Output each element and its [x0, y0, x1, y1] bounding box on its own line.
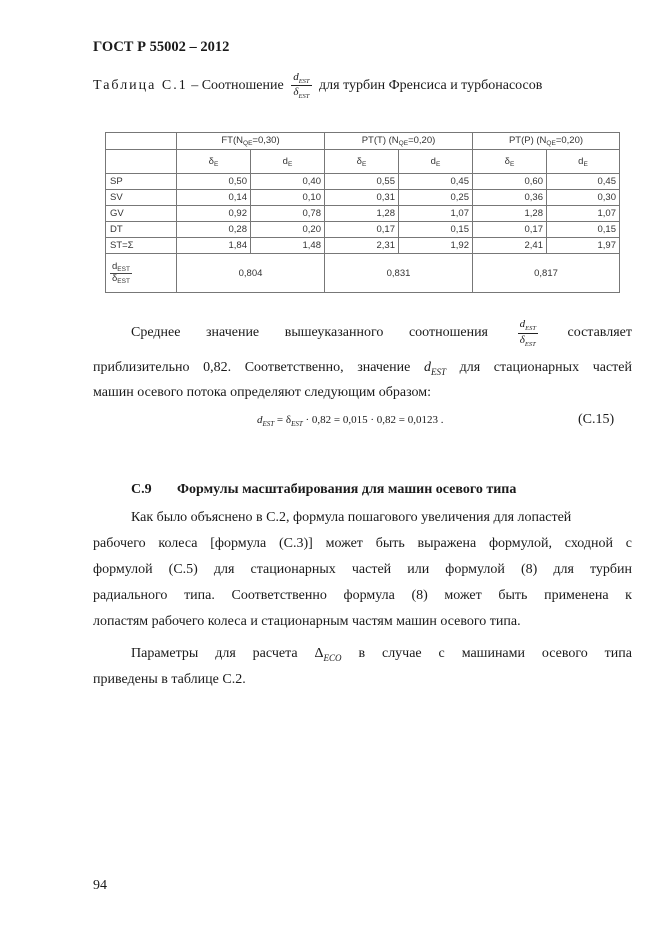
- table-cell: 0,60: [473, 174, 547, 190]
- para2-line: Как было объяснено в С.2, формула пошагового увеличения для лопастей: [131, 510, 572, 525]
- para1-line1: [131, 316, 632, 350]
- table-cell: 1,28: [473, 206, 547, 222]
- table-cell: 2,31: [325, 238, 399, 254]
- table-cell: 1,97: [547, 238, 620, 254]
- table-symbol-d: $d_E$: [547, 150, 620, 174]
- caption-frac-num-sub: EST: [298, 78, 310, 86]
- table-cell: 0,14: [177, 190, 251, 206]
- table-symbol-delta: $\delta_E$: [177, 150, 251, 174]
- caption-frac-den-sub: EST: [298, 93, 310, 101]
- para2-line: рабочего колеса [формула (С.3)] может быть выражена формулой, сходной с: [93, 536, 632, 551]
- table-group-header: PT(P) $(N_{QE}=0,20)$: [473, 133, 620, 150]
- caption-frac-num: d: [293, 71, 299, 83]
- para1-line3: машин осевого потока определяют следующим образом:: [93, 385, 432, 400]
- caption-fraction: [291, 71, 311, 101]
- para3-line1: Параметры для расчета $\Delta_{ECO}$ в случае с машинами осевого типа: [131, 646, 633, 663]
- table-cell: 0,31: [325, 190, 399, 206]
- table-cell: 1,84: [177, 238, 251, 254]
- table-symbol-d: $d_E$: [399, 150, 473, 174]
- table-cell: 0,50: [177, 174, 251, 190]
- para2-line: радиального типа. Соответственно формула (8) может быть применена к: [93, 588, 632, 603]
- table-cell: 1,92: [399, 238, 473, 254]
- table-cell: 0,17: [325, 222, 399, 238]
- page-number: 94: [93, 878, 107, 893]
- table-cell: 0,45: [547, 174, 620, 190]
- table-cell: 0,20: [251, 222, 325, 238]
- section-number: С.9: [131, 482, 152, 497]
- section-title: Формулы масштабирования для машин осевого типа: [177, 482, 517, 497]
- para1-word: значение: [206, 325, 260, 340]
- caption-frac-den: δ: [293, 86, 299, 99]
- table-ratio-value: 0,817: [473, 254, 620, 293]
- table-row-label: SV: [106, 190, 177, 206]
- table-caption-suffix: для турбин Френсиса и турбонасосов: [319, 78, 543, 94]
- para2-line: лопастям рабочего колеса и стационарным частям машин осевого типа.: [93, 614, 521, 629]
- table-cell: 0,36: [473, 190, 547, 206]
- para1-line2: приблизительно 0,82. Соответственно, значение $d_{EST}$ для стационарных частей: [93, 360, 632, 377]
- table-ratio-row: [106, 254, 620, 293]
- para1-word: составляет: [567, 325, 632, 340]
- table-cell: 0,15: [399, 222, 473, 238]
- table-caption: [93, 71, 542, 101]
- table-cell: 1,28: [325, 206, 399, 222]
- para3-line2: приведены в таблице С.2.: [93, 672, 246, 687]
- formula-c15: $d_{EST} = \delta_{EST} \cdot 0,82 = 0,015 \cdot 0,82 = 0,0123$ .: [257, 414, 444, 429]
- para1-fraction: $\frac{d_{EST}}{\delta_{EST}}$: [519, 318, 536, 348]
- table-symbol-delta: $\delta_E$: [325, 150, 399, 174]
- table-cell: 0,45: [399, 174, 473, 190]
- table-ratio-value: 0,831: [325, 254, 473, 293]
- table-group-header-row: [106, 133, 620, 150]
- para1-word: Среднее: [131, 325, 181, 340]
- table-group-header: PT(T) $(N_{QE}=0,20)$: [325, 133, 473, 150]
- table-cell: 0,78: [251, 206, 325, 222]
- table-cell: 0,15: [547, 222, 620, 238]
- table-cell: 0,92: [177, 206, 251, 222]
- ratio-table: [105, 132, 620, 293]
- para1-word: вышеуказанного: [284, 325, 384, 340]
- table-row: [106, 174, 620, 190]
- table-corner-cell: [106, 133, 177, 150]
- table-row: [106, 222, 620, 238]
- formula-number: (С.15): [578, 412, 615, 427]
- table-empty-cell: [106, 150, 177, 174]
- para2-line: формулой (С.5) для стационарных частей или формулой (8) для турбин: [93, 562, 632, 577]
- table-row-label: GV: [106, 206, 177, 222]
- document-header: ГОСТ Р 55002 – 2012: [93, 39, 230, 55]
- table-cell: 1,07: [547, 206, 620, 222]
- table-symbol-delta: $\delta_E$: [473, 150, 547, 174]
- table-group-header: $FT(N_{QE}=0,30)$: [177, 133, 325, 150]
- table-row: [106, 190, 620, 206]
- table-ratio-label: $d_{EST}$ $\delta_{EST}$: [106, 254, 177, 293]
- table-cell: 1,07: [399, 206, 473, 222]
- table-cell: 0,55: [325, 174, 399, 190]
- table-row-label: SP: [106, 174, 177, 190]
- table-row: [106, 206, 620, 222]
- table-cell: 1,48: [251, 238, 325, 254]
- table-cell: 0,17: [473, 222, 547, 238]
- table-symbol-d: $d_E$: [251, 150, 325, 174]
- table-cell: 0,30: [547, 190, 620, 206]
- table-caption-dash: – Соотношение: [191, 78, 284, 94]
- table-cell: 0,10: [251, 190, 325, 206]
- table-ratio-value: 0,804: [177, 254, 325, 293]
- table-cell: 2,41: [473, 238, 547, 254]
- table-symbol-row: [106, 150, 620, 174]
- table-cell: 0,28: [177, 222, 251, 238]
- table-cell: 0,40: [251, 174, 325, 190]
- para1-word: соотношения: [408, 325, 488, 340]
- table-caption-label: Таблица С.1: [93, 78, 188, 94]
- table-row: [106, 238, 620, 254]
- table-row-label: ST=Σ: [106, 238, 177, 254]
- table-row-label: DT: [106, 222, 177, 238]
- table-cell: 0,25: [399, 190, 473, 206]
